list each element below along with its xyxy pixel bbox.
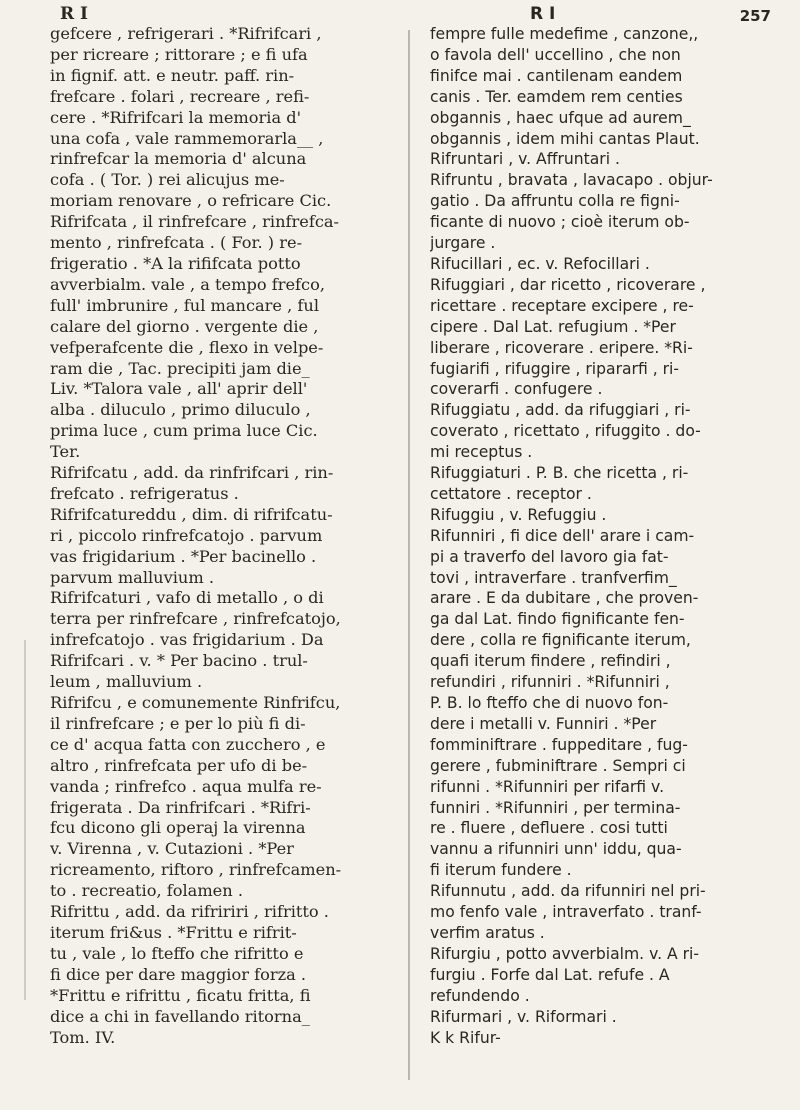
text-line: Tom. IV. <box>50 1027 116 1047</box>
text-line: Rifruntu , bravata , lavacapo . objur- <box>430 171 713 190</box>
text-line: coverarfi . confugere . <box>430 380 603 399</box>
text-line: fugiarifi , rifuggire , ripararfi , ri- <box>430 359 680 378</box>
text-line: Rifruntari , v. Affruntari . <box>430 150 620 169</box>
text-line: gerere , fubminiftrare . Sempri ci <box>430 756 686 775</box>
text-line: terra per rinfrefcare , rinfrefcatojo, <box>50 609 341 629</box>
text-line: ficante di nuovo ; cioè iterum ob- <box>430 213 690 232</box>
text-line: dere , colla re fignificante iterum, <box>430 631 691 650</box>
right-page-text <box>430 24 775 1048</box>
left-page-column <box>50 0 392 1110</box>
text-line: re . fluere , defluere . cosi tutti <box>430 819 668 838</box>
text-line: Rifucillari , ec. v. Refocillari . <box>430 254 650 273</box>
text-line: il rinfrefcare ; e per lo più fi di- <box>50 713 306 733</box>
text-line: liberare , ricoverare . eripere. *Ri- <box>430 338 693 357</box>
text-line: avverbialm. vale , a tempo frefco, <box>50 274 325 294</box>
text-line: vefperafcente die , flexo in velpe- <box>50 337 324 357</box>
text-line: furgiu . Forfe dal Lat. refufe . A <box>430 965 670 984</box>
text-line: Rifuggiu , v. Refuggiu . <box>430 505 607 524</box>
text-line: canis . Ter. eamdem rem centies <box>430 87 683 106</box>
text-line: vas frigidarium . *Per bacinello . <box>50 546 317 566</box>
text-line: mento , rinfrefcata . ( For. ) re- <box>50 233 303 253</box>
text-line: calare del giorno . vergente die , <box>50 316 319 336</box>
text-line: o favola dell' uccellino , che non <box>430 45 681 64</box>
left-running-head-text: R I <box>60 4 88 24</box>
text-line: fi dice per dare maggior forza . <box>50 964 307 984</box>
text-line: tovi , intraverfare . tranfverfim_ <box>430 568 677 587</box>
text-line: obgannis , haec ufque ad aurem_ <box>430 108 691 127</box>
right-running-head-text: R I <box>530 4 556 24</box>
text-line: Rifuggiaturi . P. B. che ricetta , ri- <box>430 464 689 483</box>
text-line: frigeratio . *A la rififcata potto <box>50 253 301 273</box>
text-line: gatio . Da affruntu colla re figni- <box>430 192 680 211</box>
text-line: K k Rifur- <box>430 1028 501 1047</box>
text-line: jurgare . <box>430 234 496 253</box>
text-line: fi iterum fundere . <box>430 861 572 880</box>
text-line: alba . diluculo , primo diluculo , <box>50 400 311 420</box>
text-line: dice a chi in favellando ritorna_ <box>50 1006 310 1026</box>
right-running-head <box>430 0 775 24</box>
text-line: ricettare . receptare excipere , re- <box>430 296 694 315</box>
text-line: rifunni . *Rifunniri per rifarfi v. <box>430 777 665 796</box>
text-line: refundendo . <box>430 986 530 1005</box>
text-line: prima luce , cum prima luce Cic. <box>50 421 318 441</box>
text-line: finifce mai . cantilenam eandem <box>430 66 683 85</box>
text-line: funniri . *Rifunniri , per termina- <box>430 798 681 817</box>
text-line: per ricreare ; rittorare ; e fi ufa <box>50 44 308 64</box>
text-line: arare . E da dubitare , che proven- <box>430 589 699 608</box>
text-line: mi receptus . <box>430 443 533 462</box>
text-line: fempre fulle medefime , canzone,, <box>430 25 699 43</box>
text-line: cettatore . receptor . <box>430 484 592 503</box>
text-line: to . recreatio, folamen . <box>50 881 243 901</box>
text-line: una cofa , vale rammemorarla__ , <box>50 128 324 148</box>
text-line: obgannis , idem mihi cantas Plaut. <box>430 129 700 148</box>
text-line: Rifurgiu , potto avverbialm. v. A ri- <box>430 944 699 963</box>
text-line: vanda ; rinfrefco . aqua mulfa re- <box>50 776 322 796</box>
text-line: Rifunniri , fi dice dell' arare i cam- <box>430 526 695 545</box>
text-line: fcu dicono gli operaj la virenna <box>50 818 306 838</box>
text-line: Ter. <box>50 442 81 462</box>
text-line: mo fenfo vale , intraverfato . tranf- <box>430 903 702 922</box>
text-line: Rifrifcatu , add. da rinfrifcari , rin- <box>50 463 334 483</box>
text-line: moriam renovare , o refricare Cic. <box>50 191 332 211</box>
text-line: fomminiftrare . fuppeditare , fug- <box>430 735 688 754</box>
text-line: gefcere , refrigerari . *Rifrifcari , <box>50 24 322 43</box>
text-line: frefcare . folari , recreare , refi- <box>50 86 310 106</box>
text-line: Rifuggiatu , add. da rifuggiari , ri- <box>430 401 691 420</box>
left-page-text <box>50 24 392 1048</box>
text-line: Rifrifcatureddu , dim. di rifrifcatu- <box>50 504 333 524</box>
text-line: tu , vale , lo fteffo che rifritto e <box>50 943 304 963</box>
text-line: full' imbrunire , ful mancare , ful <box>50 295 320 315</box>
text-line: cofa . ( Tor. ) rei alicujus me- <box>50 170 285 190</box>
text-line: ga dal Lat. findo fignificante fen- <box>430 610 685 629</box>
text-line: Rifrittu , add. da rifririri , rifritto . <box>50 902 329 922</box>
text-line: vannu a rifunniri unn' iddu, qua- <box>430 840 682 859</box>
text-line: parvum malluvium . <box>50 567 214 587</box>
text-line: v. Virenna , v. Cutazioni . *Per <box>50 839 294 859</box>
text-line: ri , piccolo rinfrefcatojo . parvum <box>50 525 323 545</box>
text-line: Rifunnutu , add. da rifunniri nel pri- <box>430 882 706 901</box>
text-line: *Frittu e rifrittu , ficatu fritta, fi <box>50 985 311 1005</box>
text-line: iterum fri&us . *Frittu e rifrit- <box>50 922 297 942</box>
left-running-head <box>50 0 392 24</box>
text-line: quafi iterum findere , refindiri , <box>430 652 671 671</box>
text-line: rinfrefcar la memoria d' alcuna <box>50 149 307 169</box>
text-line: leum , malluvium . <box>50 672 203 692</box>
text-line: Rifrifcata , il rinfrefcare , rinfrefca- <box>50 212 340 232</box>
text-line: frefcato . refrigeratus . <box>50 483 239 503</box>
text-line: refundiri , rifunniri . *Rifunniri , <box>430 673 670 692</box>
page-edge-mark <box>24 640 26 1000</box>
text-line: Rifurmari , v. Riformari . <box>430 1007 617 1026</box>
text-line: infrefcatojo . vas frigidarium . Da <box>50 630 324 650</box>
text-line: Rifrifcari . v. * Per bacino . trul- <box>50 651 308 671</box>
text-line: Rifuggiari , dar ricetto , ricoverare , <box>430 275 706 294</box>
text-line: ce d' acqua fatta con zucchero , e <box>50 734 326 754</box>
text-line: ricreamento, riftoro , rinfrefcamen- <box>50 860 342 880</box>
text-line: P. B. lo fteffo che di nuovo fon- <box>430 694 669 712</box>
text-line: coverato , ricettato , rifuggito . do- <box>430 422 701 441</box>
text-line: in fignif. att. e neutr. paff. rin- <box>50 65 295 85</box>
text-line: pi a traverfo del lavoro gia fat- <box>430 547 669 566</box>
text-line: altro , rinfrefcata per ufo di be- <box>50 755 308 775</box>
text-line: Rifrifcu , e comunemente Rinfrifcu, <box>50 693 341 712</box>
page-gutter <box>408 30 410 1080</box>
text-line: Rifrifcaturi , vafo di metallo , o di <box>50 588 324 608</box>
text-line: cere . *Rifrifcari la memoria d' <box>50 107 302 127</box>
text-line: Liv. *Talora vale , all' aprir dell' <box>50 379 308 399</box>
text-line: frigerata . Da rinfrifcari . *Rifri- <box>50 797 311 817</box>
text-line: cipere . Dal Lat. refugium . *Per <box>430 317 676 336</box>
right-page-column <box>430 0 775 1110</box>
text-line: dere i metalli v. Funniri . *Per <box>430 714 657 733</box>
text-line: verfim aratus . <box>430 923 545 942</box>
page-number: 257 <box>739 7 771 25</box>
text-line: ram die , Tac. precipiti jam die_ <box>50 358 310 378</box>
